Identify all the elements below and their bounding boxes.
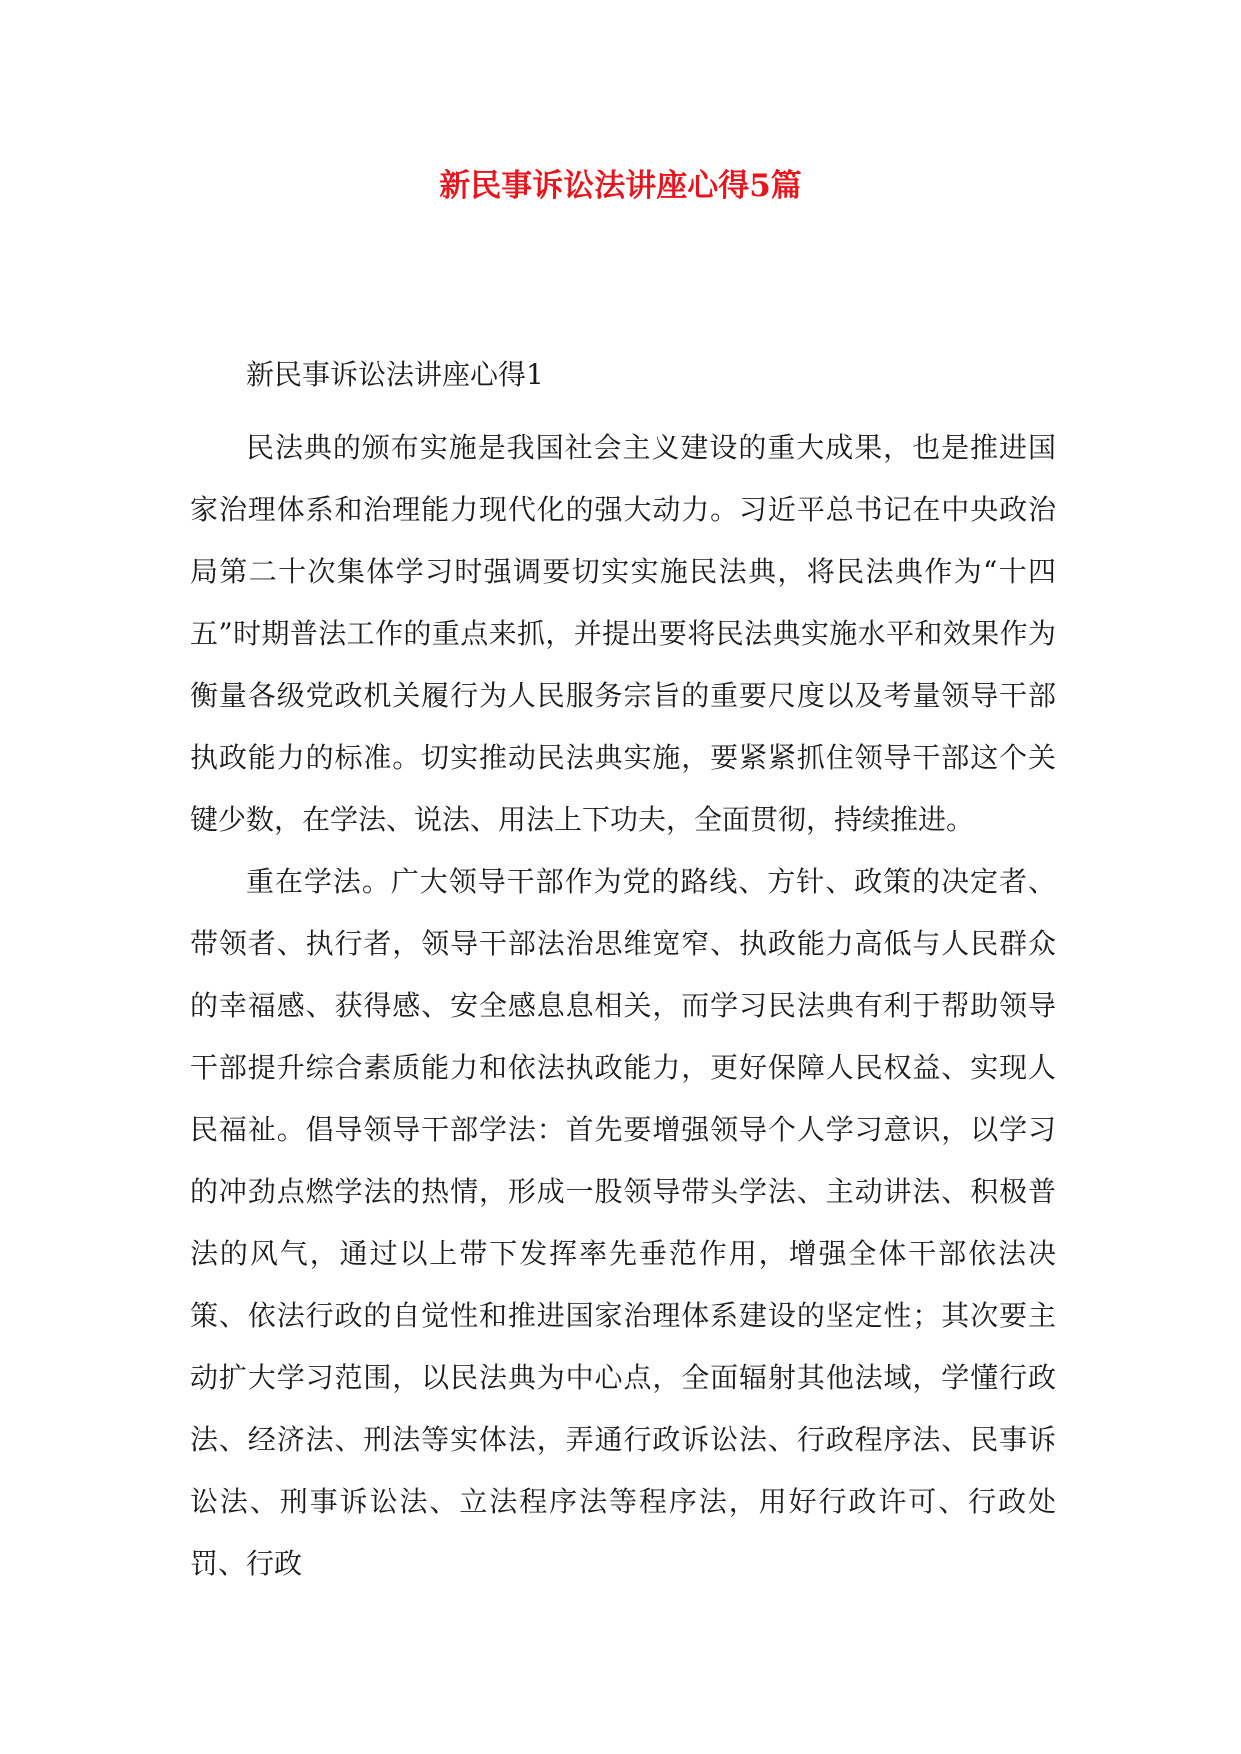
paragraph-2: 重在学法。广大领导干部作为党的路线、方针、政策的决定者、带领者、执行者，领导干部法治思维宽窄、执政能力高低与人民群众的幸福感、获得感、安全感息息相关，而学习民法典有利于帮助领导干部提升综合素质能力和依法执政能力，更好保障人民权益、实现人民福祉。倡导领导干部学法：首先要增强领导个人学习意识，以学习的冲劲点燃学法的热情，形成一股领导带头学法、主动讲法、积极普法的风气，通过以上带下发挥率先垂范作用，增强全体干部依法决策、依法行政的自觉性和推进国家治理体系建设的坚定性；其次要主动扩大学习范围，以民法典为中心点，全面辐射其他法域，学懂行政法、经济法、刑法等实体法，弄通行政诉讼法、行政程序法、民事诉讼法、刑事诉讼法、立法程序法等程序法，用好行政许可、行政处罚、行政 bbox=[190, 865, 1056, 1580]
document-body bbox=[190, 355, 1056, 1595]
document-title: 新民事诉讼法讲座心得5篇 bbox=[439, 168, 802, 204]
section-heading: 新民事诉讼法讲座心得1 bbox=[246, 358, 544, 391]
paragraph-1: 民法典的颁布实施是我国社会主义建设的重大成果，也是推进国家治理体系和治理能力现代化的强大动力。习近平总书记在中央政治局第二十次集体学习时强调要切实实施民法典，将民法典作为“十四五”时期普法工作的重点来抓，并提出要将民法典实施水平和效果作为衡量各级党政机关履行为人民服务宗旨的重要尺度以及考量领导干部执政能力的标准。切实推动民法典实施，要紧紧抓住领导干部这个关键少数，在学法、说法、用法上下功夫，全面贯彻，持续推进。 bbox=[190, 431, 1056, 836]
